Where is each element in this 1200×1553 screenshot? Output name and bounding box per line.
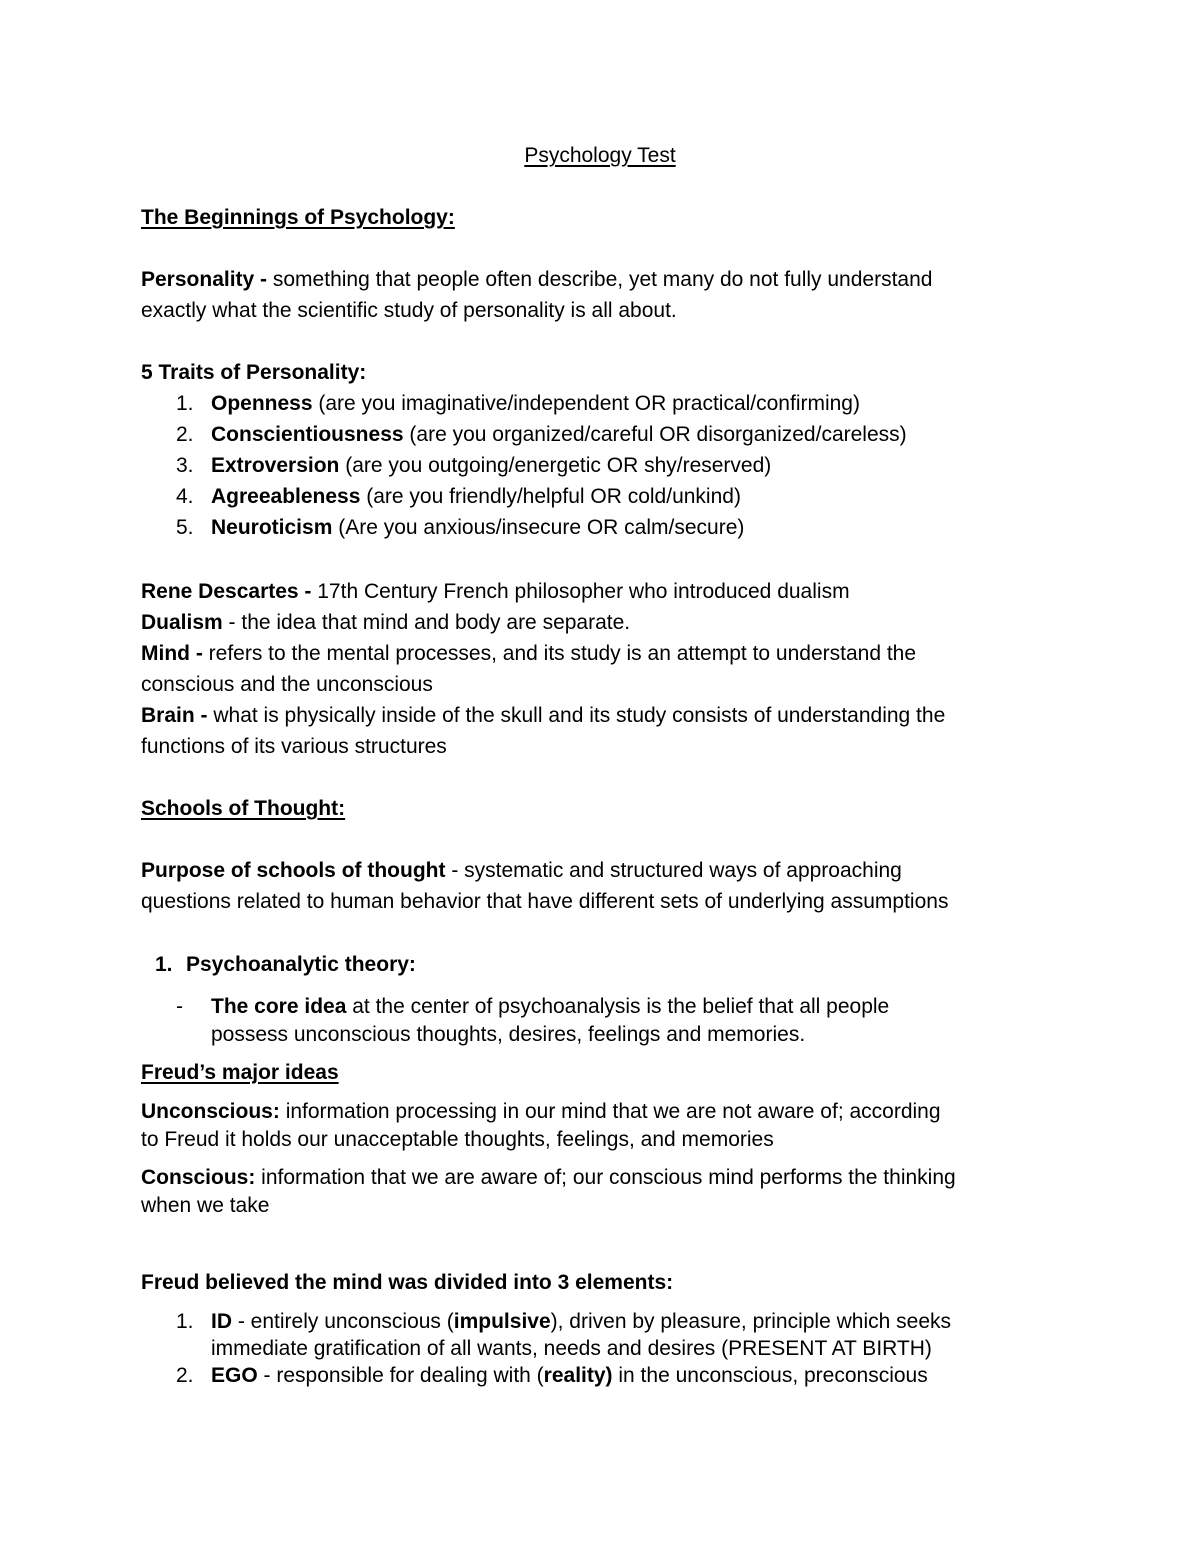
- section-heading-beginnings: The Beginnings of Psychology:: [141, 206, 455, 229]
- purpose-definition-line2: questions related to human behavior that have different sets of underlying assumptions: [141, 890, 949, 913]
- conscious-definition-line1: Conscious: information that we are aware of; our conscious mind performs the thinking: [141, 1166, 956, 1189]
- unconscious-definition-line1: Unconscious: information processing in our mind that we are not aware of; according: [141, 1100, 941, 1123]
- trait-item-conscientiousness: Conscientiousness (are you organized/careful OR disorganized/careless): [211, 423, 907, 446]
- purpose-definition-line1: Purpose of schools of thought - systematic and structured ways of approaching: [141, 859, 902, 882]
- core-idea-line2: possess unconscious thoughts, desires, feelings and memories.: [211, 1023, 806, 1046]
- ego-number: 2.: [176, 1364, 194, 1387]
- trait-number: 4.: [176, 485, 194, 508]
- elements-heading: Freud believed the mind was divided into 3 elements:: [141, 1271, 674, 1294]
- psychoanalytic-number: 1.: [155, 953, 173, 976]
- freud-major-ideas-heading: Freud’s major ideas: [141, 1061, 339, 1084]
- trait-number: 5.: [176, 516, 194, 539]
- core-idea-line1: The core idea at the center of psychoanalysis is the belief that all people: [211, 995, 890, 1018]
- id-number: 1.: [176, 1310, 194, 1333]
- page-title: Psychology Test: [524, 144, 676, 167]
- id-definition-line2: immediate gratification of all wants, needs and desires (PRESENT AT BIRTH): [211, 1337, 932, 1360]
- trait-item-agreeableness: Agreeableness (are you friendly/helpful OR cold/unkind): [211, 485, 741, 508]
- dualism-definition: Dualism - the idea that mind and body are separate.: [141, 611, 631, 634]
- ego-definition-line1: EGO - responsible for dealing with (reality) in the unconscious, preconscious: [211, 1364, 928, 1387]
- traits-heading: 5 Traits of Personality:: [141, 361, 367, 384]
- trait-number: 2.: [176, 423, 194, 446]
- trait-item-openness: Openness (are you imaginative/independent OR practical/confirming): [211, 392, 860, 415]
- unconscious-definition-line2: to Freud it holds our unacceptable thoughts, feelings, and memories: [141, 1128, 774, 1151]
- descartes-definition: Rene Descartes - 17th Century French philosopher who introduced dualism: [141, 580, 850, 603]
- id-definition-line1: ID - entirely unconscious (impulsive), driven by pleasure, principle which seeks: [211, 1310, 951, 1333]
- section-heading-schools: Schools of Thought:: [141, 797, 346, 820]
- trait-item-neuroticism: Neuroticism (Are you anxious/insecure OR calm/secure): [211, 516, 745, 539]
- personality-definition-line2: exactly what the scientific study of personality is all about.: [141, 299, 677, 322]
- trait-number: 1.: [176, 392, 194, 415]
- trait-item-extroversion: Extroversion (are you outgoing/energetic OR shy/reserved): [211, 454, 772, 477]
- brain-definition-line1: Brain - what is physically inside of the skull and its study consists of understanding the: [141, 704, 946, 727]
- psychoanalytic-heading: Psychoanalytic theory:: [186, 953, 416, 976]
- conscious-definition-line2: when we take: [141, 1194, 270, 1217]
- brain-definition-line2: functions of its various structures: [141, 735, 447, 758]
- mind-definition-line1: Mind - refers to the mental processes, and its study is an attempt to understand the: [141, 642, 917, 665]
- trait-number: 3.: [176, 454, 194, 477]
- core-dash: -: [176, 995, 183, 1018]
- personality-definition-line1: Personality - something that people often describe, yet many do not fully understand: [141, 268, 933, 291]
- mind-definition-line2: conscious and the unconscious: [141, 673, 433, 696]
